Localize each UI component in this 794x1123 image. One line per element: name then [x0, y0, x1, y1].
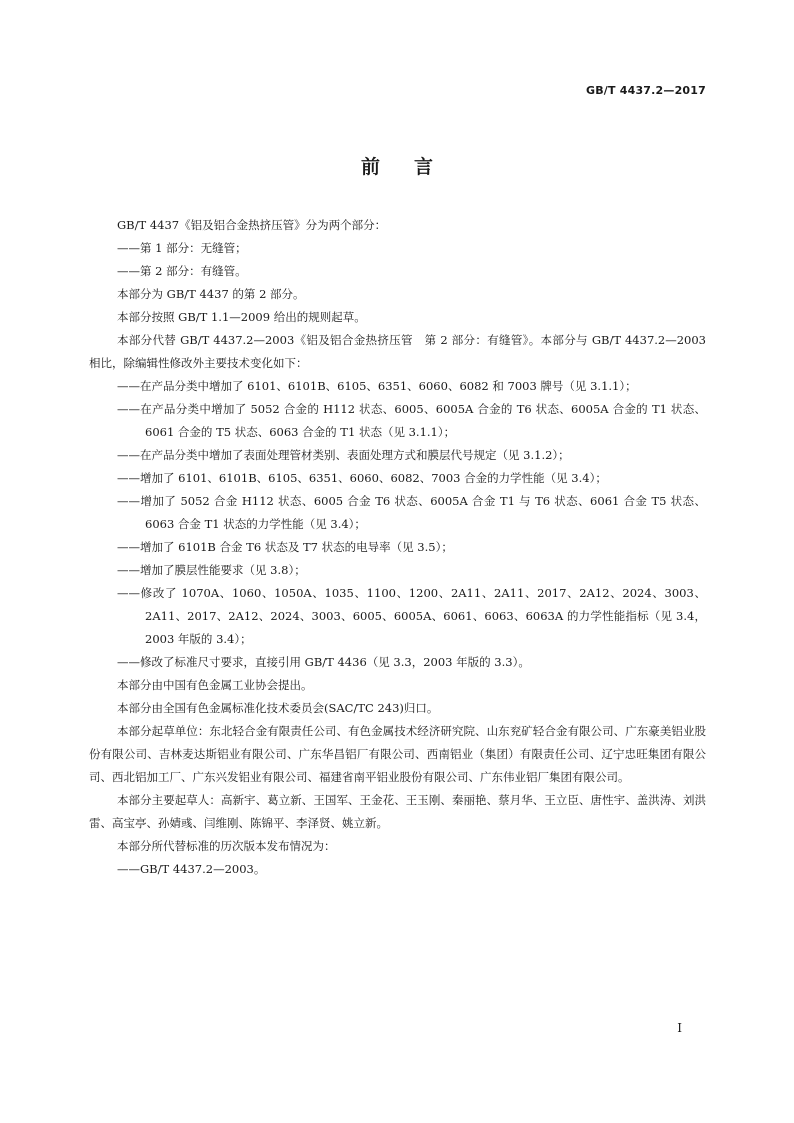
paragraph-drafting-rules: 本部分按照 GB/T 1.1—2009 给出的规则起草。	[117, 310, 366, 324]
change-item: ——增加了 6101、6101B、6105、6351、6060、6082、7003 合金的力学性能（见 3.4）；	[117, 471, 607, 485]
paragraph-proposer: 本部分由中国有色金属工业协会提出。	[117, 678, 313, 692]
paragraph-drafting-units: 本部分起草单位：东北轻合金有限责任公司、有色金属技术经济研究院、山东兖矿轻合金有限公司、广东豪美铝业股份有限公司、吉林麦达斯铝业有限公司、广东华昌铝厂有限公司、西南铝业（集团）有限责任公司、辽宁忠旺集团有限公司、西北铝加工厂、广东兴发铝业有限公司、福建省南平铝业股份有限公司、广东伟业铝厂集团有限公司。	[89, 724, 706, 784]
foreword-body	[89, 214, 706, 881]
change-item: ——增加了 5052 合金 H112 状态、6005 合金 T6 状态、6005A 合金 T1 与 T6 状态、6061 合金 T5 状态、6063 合金 T1 状态的力学性能（见 3.4）；	[117, 494, 706, 531]
list-item-part1: ——第 1 部分：无缝管；	[117, 241, 247, 255]
change-item: ——在产品分类中增加了 6101、6101B、6105、6351、6060、6082 和 7003 牌号（见 3.1.1）；	[117, 379, 637, 393]
paragraph-history-intro: 本部分所代替标准的历次版本发布情况为：	[117, 839, 336, 853]
paragraph-replaces: 本部分代替 GB/T 4437.2—2003《铝及铝合金热挤压管 第 2 部分：有缝管》。本部分与 GB/T 4437.2—2003 相比，除编辑性修改外主要技术变化如下：	[89, 333, 706, 370]
change-item: ——增加了膜层性能要求（见 3.8）；	[117, 563, 306, 577]
change-item: ——在产品分类中增加了表面处理管材类别、表面处理方式和膜层代号规定（见 3.1.2）；	[117, 448, 570, 462]
standard-code: GB/T 4437.2—2017	[585, 84, 706, 97]
page-number: I	[677, 1021, 682, 1035]
change-item: ——在产品分类中增加了 5052 合金的 H112 状态、6005、6005A 合金的 T6 状态、6005A 合金的 T1 状态、6061 合金的 T5 状态、6063 合金的 T1 状态（见 3.1.1）；	[117, 402, 706, 439]
change-item: ——增加了 6101B 合金 T6 状态及 T7 状态的电导率（见 3.5）；	[117, 540, 453, 554]
paragraph-scope: 本部分为 GB/T 4437 的第 2 部分。	[117, 287, 305, 301]
change-item: ——修改了 1070A、1060、1050A、1035、1100、1200、2A11、2A11、2017、2A12、2024、3003、2A11、2017、2A12、2024、3003、6005、6005A、6061、6063、6063A 的力学性能指标（见 3.4，2003 年版的 3.4）；	[117, 586, 706, 646]
history-item: ——GB/T 4437.2—2003。	[117, 862, 266, 876]
list-item-part2: ——第 2 部分：有缝管。	[117, 264, 247, 278]
change-item: ——修改了标准尺寸要求，直接引用 GB/T 4436（见 3.3，2003 年版的 3.3）。	[117, 655, 530, 669]
paragraph-drafters: 本部分主要起草人：高新宇、葛立新、王国军、王金花、王玉刚、秦丽艳、蔡月华、王立臣、唐性宇、盖洪涛、刘洪雷、高宝亭、孙婧彧、闫维刚、陈锦平、李泽贤、姚立新。	[89, 793, 706, 830]
page-title: 前言	[360, 156, 467, 178]
paragraph-parts: GB/T 4437《铝及铝合金热挤压管》分为两个部分：	[117, 218, 387, 232]
paragraph-committee: 本部分由全国有色金属标准化技术委员会(SAC/TC 243)归口。	[117, 701, 439, 715]
